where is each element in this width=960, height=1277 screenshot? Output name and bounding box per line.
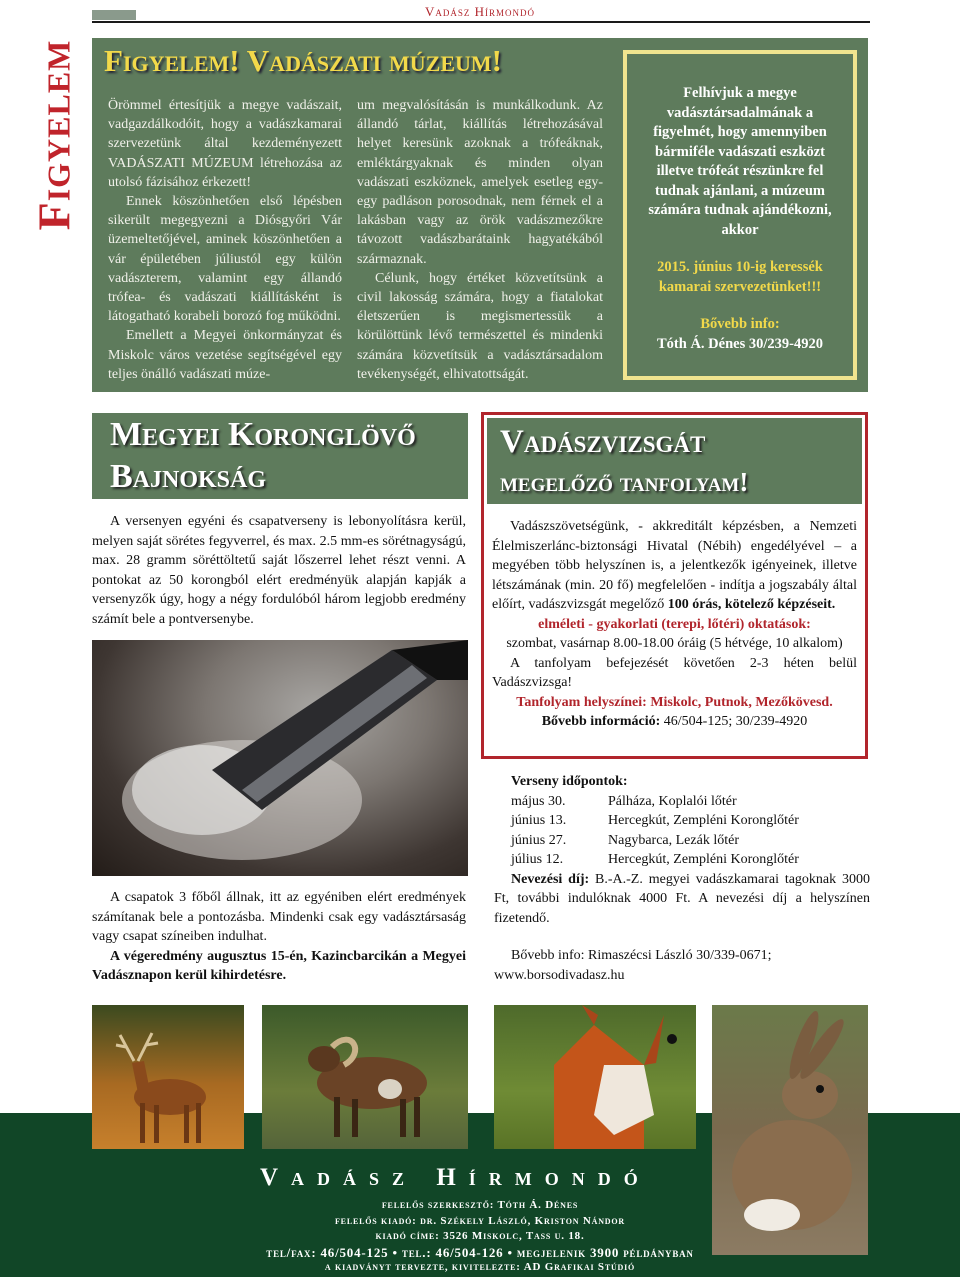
- callout-info-label: Bővebb info:: [700, 316, 780, 332]
- shotgun-smoke-photo: [92, 640, 468, 876]
- vizsga-title-line2: megelőző tanfolyam!: [500, 467, 749, 497]
- schedule-date: június 13.: [511, 813, 567, 828]
- footer-contact: tel/fax: 46/504-125 • tel.: 46/504-126 • megjelenik 3900 példányban: [266, 1244, 694, 1260]
- schedule-place: Nagybarca, Lezák lőtér: [608, 832, 739, 848]
- entry-fee-text: B.-A.-Z. megyei vadászkamarai tagoknak 3000 Ft, további indulóknak 4000 Ft. A nevezési díj a helyszínen fizetendő.: [494, 871, 870, 926]
- mouflon-photo: [262, 1005, 468, 1149]
- museum-paragraph: um megvalósításán is munkálkodunk. Az állandó tárlat, kiállítás létrehozásával helyet keresünk azoknak a trófeáknak, emléktárgyaknak és minden olyan vadászati eszköznek, amelyek esetleg egy-egy padláson porosodnak, nem férnek el a lakásban vagy az örök vadászmezőkre távozott vadászbarátaink hagyatékából származnak.: [357, 98, 603, 267]
- vizsga-info-value: 46/504-125; 30/239-4920: [660, 714, 808, 729]
- callout-body: Felhívjuk a megye vadásztársadalmának a figyelmét, hogy amennyiben bármiféle vadászati eszközt illetve trófeát részünkre fel tudnak ajánlani, a múzeum számára tudnak ajándékozni, akkor: [648, 85, 832, 238]
- vizsga-locations: Tanfolyam helyszínei: Miskolc, Putnok, Mezőkövesd.: [516, 694, 833, 710]
- schedule-date: június 27.: [511, 832, 567, 848]
- museum-title: Figyelem! Vadászati múzeum!: [104, 43, 502, 78]
- header-decor-bar: [92, 10, 136, 20]
- vizsga-schedule: szombat, vasárnap 8.00-18.00 óráig (5 hétvége, 10 alkalom): [506, 636, 843, 651]
- footer-address: kiadó címe: 3526 Miskolc, Tass u. 18.: [375, 1230, 585, 1242]
- museum-paragraph: Emellett a Megyei önkormányzat és Miskolc város vezetése segítségével egy teljes önálló vadászati múze-: [108, 328, 342, 382]
- vizsga-paragraph-1: [492, 517, 857, 615]
- deer-illustration: [92, 1005, 244, 1149]
- footer-imprint: [200, 1198, 760, 1276]
- competition-schedule: [494, 772, 870, 985]
- schedule-place: Hercegkút, Zempléni Koronglőtér: [608, 852, 799, 867]
- shotgun-illustration: [92, 640, 468, 876]
- deer-photo: [92, 1005, 244, 1149]
- vizsga-intro: Vadászszövetségünk, - akkreditált képzésben, a Nemzeti Élelmiszerlánc-biztonsági Hivatal (Nébih) engedélyével – a megyében több helyszínen is, a jelentkezők igényeinek, illetve létszámának (min. 20 fő) megfelelően - indítja a jogszabály által előírt, vadászvizsgát megelőző: [492, 519, 857, 612]
- schedule-heading: Verseny időpontok:: [511, 774, 628, 789]
- vizsga-title-line1: Vadászvizsgát: [500, 424, 706, 460]
- schedule-info: Bővebb info: Rimaszécsi László 30/339-0671; www.borsodivadasz.hu: [494, 948, 772, 983]
- vizsga-info: [492, 712, 857, 732]
- mouflon-illustration: [262, 1005, 468, 1149]
- korong-title-line1: Megyei Koronglövő: [110, 416, 416, 453]
- callout-info-contact: Tóth Á. Dénes 30/239-4920: [657, 335, 823, 352]
- vizsga-course-types: elméleti - gyakorlati (terepi, lőtéri) oktatások:: [538, 616, 811, 632]
- fox-photo: [494, 1005, 696, 1149]
- callout-date: 2015. június 10-ig keressék kamarai szervezetünket!!!: [657, 259, 823, 295]
- vizsga-paragraph-2: A tanfolyam befejezését követően 2-3 héten belül Vadászvizsga!: [492, 655, 857, 690]
- schedule-table: [511, 792, 799, 870]
- vizsga-info-label: Bővebb információ:: [541, 714, 661, 729]
- museum-paragraph: Ennek köszönhetően első lépésben sikerült megegyezni a Diósgyőri Vár üzemeltetőjével, aminek köszönhetően a vár épületében júliustól egy külön vadászterem, valamint egy állandó trófea- és vadászati kiállításként is látogatható korabeli borozó fog működni.: [108, 194, 342, 325]
- korong-title-line2: Bajnokság: [110, 458, 267, 495]
- side-label-figyelem: [30, 40, 78, 230]
- footer-designer: a kiadványt tervezte, kivitelezte: AD Grafikai Stúdió: [324, 1261, 636, 1273]
- header-rule: [92, 21, 870, 23]
- page-header-title: Vadász Hírmondó: [424, 4, 536, 19]
- vizsga-course-hours: 100 órás, kötelező képzéseit.: [667, 597, 836, 612]
- korong-teams-paragraph: A csapatok 3 főből állnak, itt az egyéniben elért eredmények számítanak bele a pontozásba. Mindenki csak egy vadásztársaság vagy csapat színeiben indulhat.: [92, 890, 466, 944]
- schedule-row: [511, 792, 799, 812]
- schedule-date: július 12.: [511, 852, 564, 867]
- korong-title: [110, 414, 416, 498]
- schedule-row: [511, 831, 799, 851]
- side-label-text: Figyelem: [28, 39, 80, 231]
- korong-text: [92, 512, 466, 629]
- schedule-row: [511, 811, 799, 831]
- korong-results-text: [92, 888, 466, 986]
- museum-callout-box: [623, 50, 857, 380]
- schedule-row: [511, 850, 799, 870]
- museum-column-2: [357, 96, 603, 384]
- museum-paragraph: Örömmel értesítjük a megye vadászait, vadgazdálkodóit, hogy a vadászkamarai szervezetünk által kezdeményezett VADÁSZATI MÚZEUM létrehozása az utolsó fázisához érkezett!: [108, 98, 342, 190]
- schedule-place: Hercegkút, Zempléni Koronglőtér: [608, 813, 799, 828]
- schedule-place: Pálháza, Koplalói lőtér: [608, 793, 737, 809]
- fox-illustration: [494, 1005, 696, 1149]
- schedule-date: május 30.: [511, 793, 566, 809]
- vizsga-title: [500, 422, 748, 502]
- footer-publisher: felelős kiadó: dr. Székely László, Kriston Nándor: [335, 1214, 625, 1227]
- museum-column-1: [108, 96, 342, 384]
- vizsga-text: [492, 517, 857, 732]
- museum-paragraph: Célunk, hogy értéket közvetítsünk a civil lakosság számára, hogy a fiatalokat életszerűen is megismertessük a körülöttünk lévő természettel és mindenki számára közvetítsük a vadásztársadalom tevékenységét, elhivatottságát.: [357, 270, 603, 382]
- korong-paragraph: A versenyen egyéni és csapatverseny is lebonyolításra kerül, melyen saját sörétes fegyverrel, és max. 2.5 mm-es sörétnagyságú, max. 28 gramm söréttöltetű saját lőszerrel lehet részt venni. A pontokat az 50 korongból elért eredményük alapján kapják a versenyzők úgy, hogy a négy fordulóból három legjobb eredmény számít bele a pontversenybe.: [92, 514, 466, 627]
- footer-title: Vadász Hírmondó: [260, 1164, 651, 1191]
- korong-results-paragraph: A végeredmény augusztus 15-én, Kazincbarcikán a Megyei Vadásznapon kerül kihirdetésre.: [92, 948, 466, 983]
- footer-editor: felelős szerkesztő: Tóth Á. Dénes: [381, 1199, 579, 1211]
- entry-fee-label: Nevezési díj:: [511, 871, 590, 887]
- entry-fee: [494, 870, 870, 929]
